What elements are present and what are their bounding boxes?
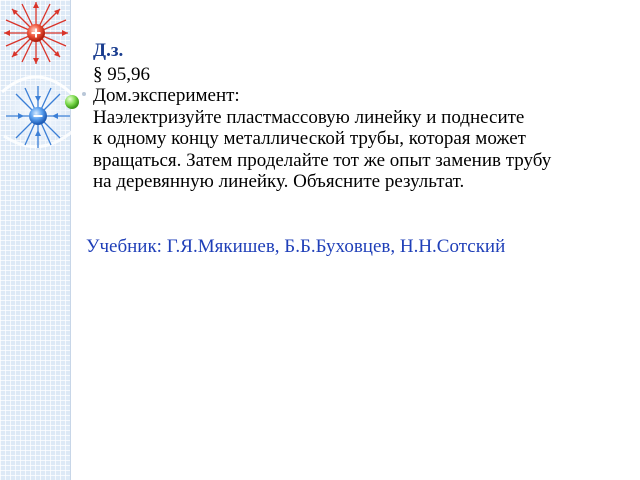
task-line: к одному концу металлической трубы, которая может bbox=[93, 128, 526, 149]
task-line: вращаться. Затем проделайте тот же опыт заменив трубу bbox=[93, 149, 552, 171]
task-line: на деревянную линейку. Объясните результат. bbox=[93, 171, 465, 192]
experiment-title: Дом.эксперимент: bbox=[93, 85, 240, 106]
textbook-reference: Учебник: Г.Я.Мякишев, Б.Б.Буховцев, Н.Н.Сотский bbox=[86, 236, 506, 257]
task-line: Наэлектризуйте пластмассовую линейку и поднесите bbox=[93, 106, 525, 128]
small-dot-icon bbox=[82, 92, 86, 96]
green-ball-icon bbox=[65, 95, 79, 109]
homework-heading: Д.з. bbox=[93, 40, 124, 61]
homework-text bbox=[93, 40, 623, 193]
paragraph-reference: § 95,96 bbox=[93, 63, 150, 85]
